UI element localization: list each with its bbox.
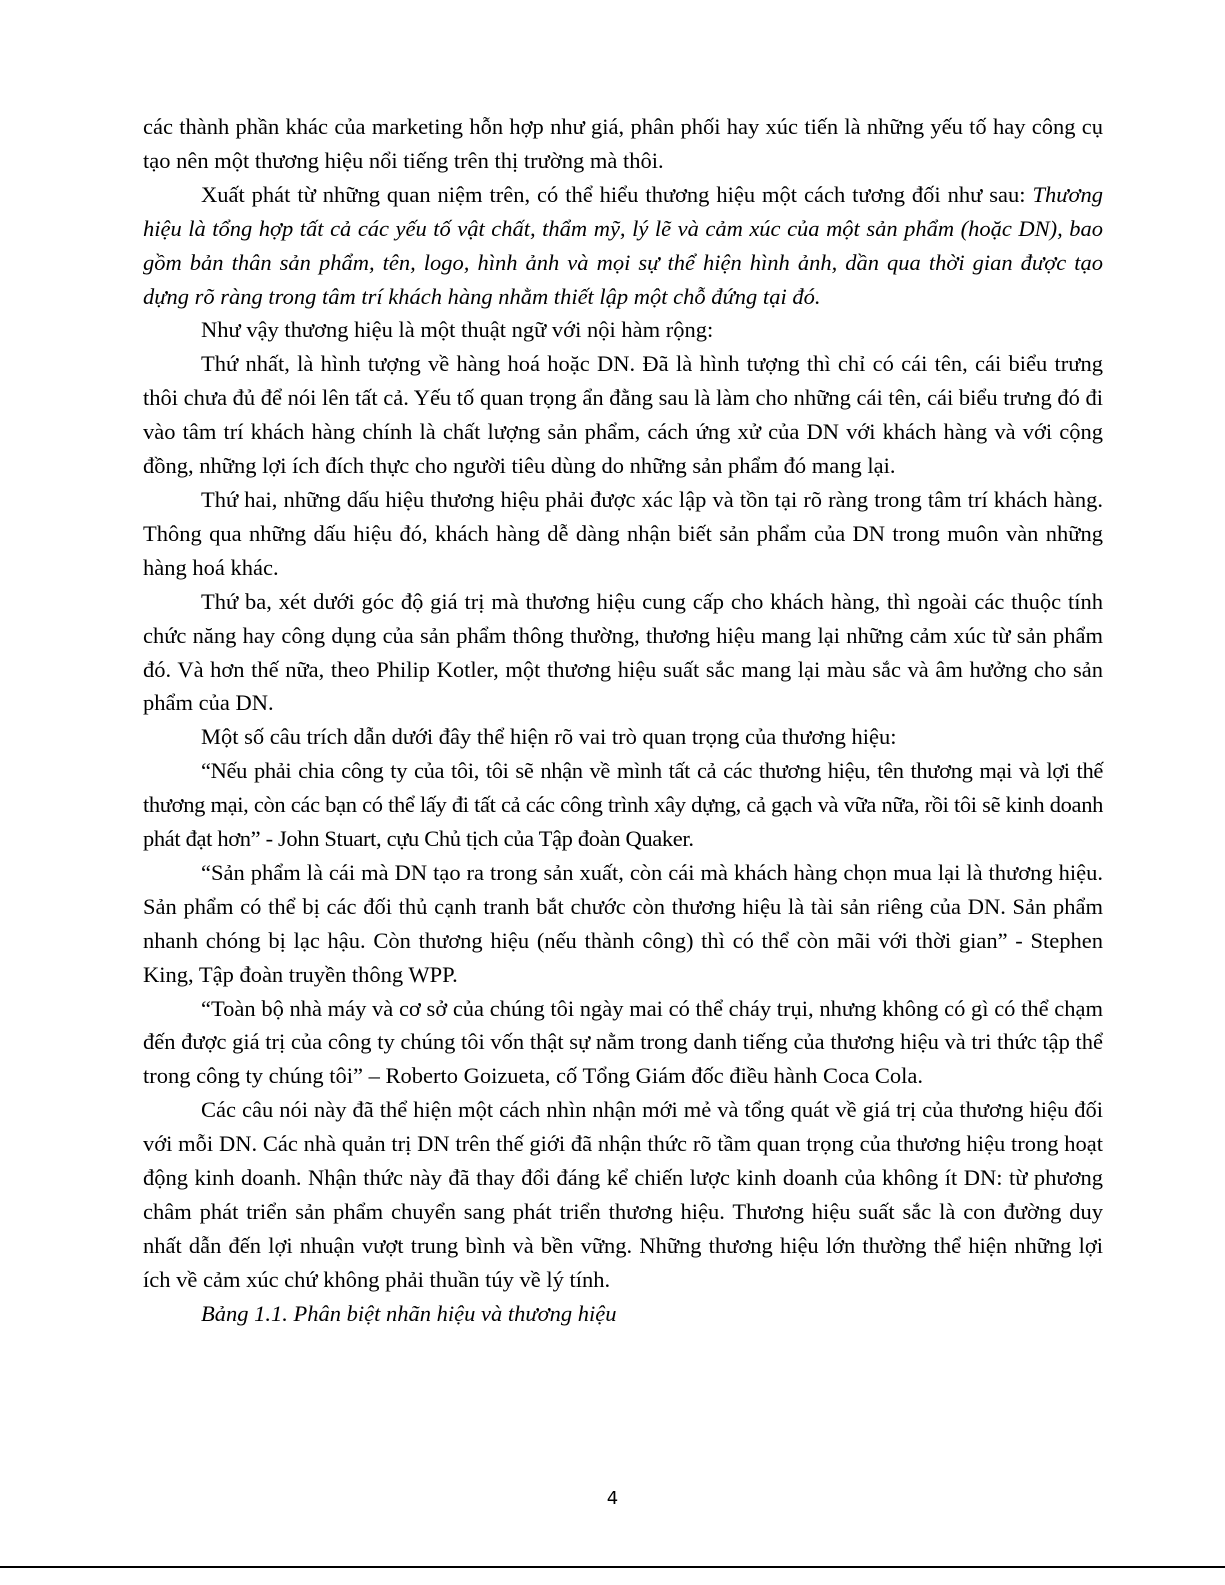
- text-span: Như vậy thương hiệu là một thuật ngữ với nội hàm rộng:: [201, 317, 714, 343]
- text-span: Xuất phát từ những quan niệm trên, có thể hiểu thương hiệu một cách tương đối như sau:: [201, 181, 1033, 207]
- paragraph: [143, 178, 1103, 314]
- text-span: các thành phần khác của marketing hỗn hợp như giá, phân phối hay xúc tiến là những yếu tố hay công cụ tạo nên một thương hiệu nổi tiếng trên thị trường mà thôi.: [143, 114, 1103, 173]
- page-number: 4: [606, 1488, 619, 1509]
- italic-text-span: Bảng 1.1. Phân biệt nhãn hiệu và thương hiệu: [201, 1300, 617, 1326]
- page-body-text: [143, 110, 1103, 1331]
- paragraph: [143, 483, 1103, 585]
- text-span: Thứ ba, xét dưới góc độ giá trị mà thương hiệu cung cấp cho khách hàng, thì ngoài các thuộc tính chức năng hay công dụng của sản phẩm thông thường, thương hiệu mang lại những cảm xúc từ sản phẩm đó. Và hơn thế nữa, theo Philip Kotler, một thương hiệu suất sắc mang lại màu sắc và âm hưởng cho sản phẩm của DN.: [143, 588, 1103, 716]
- paragraph: [143, 110, 1103, 178]
- text-span: “Sản phẩm là cái mà DN tạo ra trong sản xuất, còn cái mà khách hàng chọn mua lại là thương hiệu. Sản phẩm có thể bị các đối thủ cạnh tranh bắt chước còn thương hiệu là tài sản riêng của DN. Sản phẩm nhanh chóng bị lạc hậu. Còn thương hiệu (nếu thành công) thì có thể còn mãi với thời gian” - Stephen King, Tập đoàn truyền thông WPP.: [143, 859, 1103, 987]
- paragraph: [143, 347, 1103, 483]
- text-span: Một số câu trích dẫn dưới đây thể hiện rõ vai trò quan trọng của thương hiệu:: [201, 724, 897, 750]
- text-span: Các câu nói này đã thể hiện một cách nhìn nhận mới mẻ và tổng quát về giá trị của thương hiệu đối với mỗi DN. Các nhà quản trị DN trên thế giới đã nhận thức rõ tầm quan trọng của thương hiệu trong hoạt động kinh doanh. Nhận thức này đã thay đổi đáng kể chiến lược kinh doanh của không ít DN: từ phương châm phát triển sản phẩm chuyển sang phát triển thương hiệu. Thương hiệu suất sắc là con đường duy nhất dẫn đến lợi nhuận vượt trung bình và bền vững. Những thương hiệu lớn thường thể hiện những lợi ích về cảm xúc chứ không phải thuần túy về lý tính.: [143, 1097, 1103, 1292]
- paragraph: [143, 1093, 1103, 1296]
- bottom-rule: [0, 1566, 1225, 1568]
- paragraph: [143, 585, 1103, 721]
- paragraph: [143, 754, 1103, 856]
- paragraph: [143, 1297, 1103, 1331]
- text-span: Thứ hai, những dấu hiệu thương hiệu phải được xác lập và tồn tại rõ ràng trong tâm trí khách hàng. Thông qua những dấu hiệu đó, khách hàng dễ dàng nhận biết sản phẩm của DN trong muôn vàn những hàng hoá khác.: [143, 486, 1103, 580]
- text-span: “Toàn bộ nhà máy và cơ sở của chúng tôi ngày mai có thể cháy trụi, nhưng không có gì có thể chạm đến được giá trị của công ty chúng tôi vốn thật sự nằm trong danh tiếng của thương hiệu và tri thức tập thể trong công ty chúng tôi” – Roberto Goizueta, cố Tổng Giám đốc điều hành Coca Cola.: [143, 995, 1103, 1089]
- paragraph: [143, 720, 1103, 754]
- text-span: Thứ nhất, là hình tượng về hàng hoá hoặc DN. Đã là hình tượng thì chỉ có cái tên, cái biểu trưng thôi chưa đủ để nói lên tất cả. Yếu tố quan trọng ẩn đằng sau là làm cho những cái tên, cái biểu trưng đó đi vào tâm trí khách hàng chính là chất lượng sản phẩm, cách ứng xử của DN với khách hàng và với cộng đồng, những lợi ích đích thực cho người tiêu dùng do những sản phẩm đó mang lại.: [143, 351, 1103, 479]
- paragraph: [143, 856, 1103, 992]
- text-span: “Nếu phải chia công ty của tôi, tôi sẽ nhận về mình tất cả các thương hiệu, tên thương mại và lợi thế thương mại, còn các bạn có thể lấy đi tất cả các công trình xây dựng, cả gạch và vữa nữa, rồi tôi sẽ kinh doanh phát đạt hơn” - John Stuart, cựu Chủ tịch của Tập đoàn Quaker.: [143, 758, 1103, 852]
- paragraph: [143, 313, 1103, 347]
- italic-text-span: Thương hiệu là tổng hợp tất cả các yếu tố vật chất, thẩm mỹ, lý lẽ và cảm xúc của một sản phẩm (hoặc DN), bao gồm bản thân sản phẩm, tên, logo, hình ảnh và mọi sự thể hiện hình ảnh, dần qua thời gian được tạo dựng rõ ràng trong tâm trí khách hàng nhằm thiết lập một chỗ đứng tại đó.: [143, 181, 1103, 309]
- paragraph: [143, 992, 1103, 1094]
